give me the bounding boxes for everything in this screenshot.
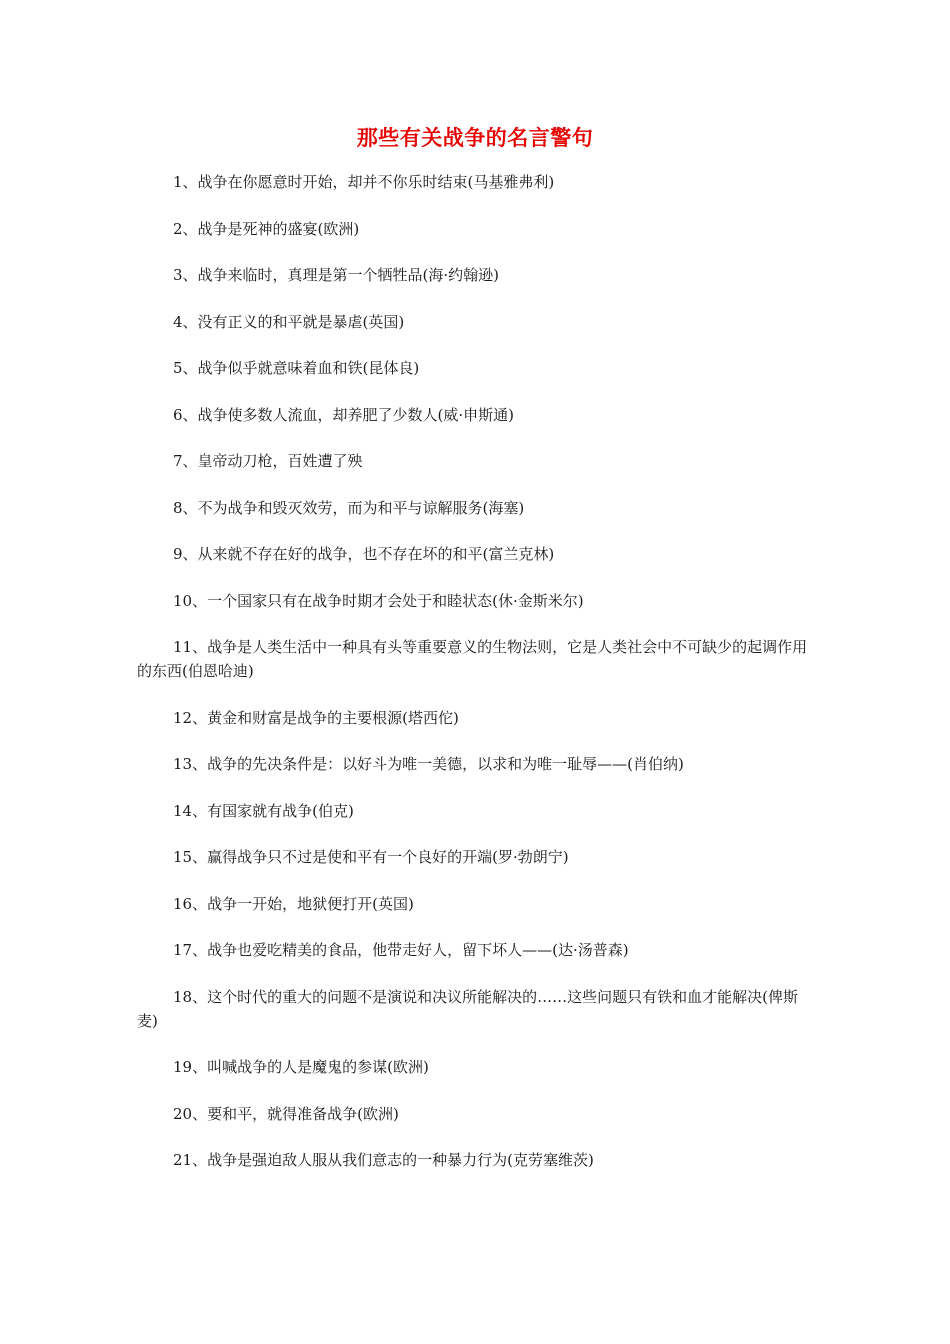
quote-item-7: 7、皇帝动刀枪，百姓遭了殃 xyxy=(173,452,363,470)
quote-item-10: 10、一个国家只有在战争时期才会处于和睦状态(休·金斯米尔) xyxy=(173,591,584,610)
quote-item-16: 16、战争一开始，地狱便打开(英国) xyxy=(173,894,414,913)
quote-item-19: 19、叫喊战争的人是魔鬼的参谋(欧洲) xyxy=(173,1058,429,1076)
quote-item-11: 11、战争是人类生活中一种具有头等重要意义的生物法则，它是人类社会中不可缺少的起调作用的东西(伯恩哈迪) xyxy=(137,638,808,680)
quote-item-21: 21、战争是强迫敌人服从我们意志的一种暴力行为(克劳塞维茨) xyxy=(173,1151,594,1169)
document-title: 那些有关战争的名言警句 xyxy=(356,126,594,150)
quote-item-4: 4、没有正义的和平就是暴虐(英国) xyxy=(173,312,405,331)
quote-item-20: 20、要和平，就得准备战争(欧洲) xyxy=(173,1104,399,1123)
quote-item-2: 2、战争是死神的盛宴(欧洲) xyxy=(173,219,360,238)
quote-item-12: 12、黄金和财富是战争的主要根源(塔西佗) xyxy=(173,708,459,727)
quote-list xyxy=(137,170,817,1195)
quote-item-3: 3、战争来临时，真理是第一个牺牲品(海·约翰逊) xyxy=(173,266,500,284)
quote-item-14: 14、有国家就有战争(伯克) xyxy=(173,801,354,820)
quote-item-15: 15、赢得战争只不过是使和平有一个良好的开端(罗·勃朗宁) xyxy=(173,848,569,866)
quote-item-8: 8、不为战争和毁灭效劳，而为和平与谅解服务(海塞) xyxy=(173,498,525,517)
quote-item-1: 1、战争在你愿意时开始，却并不你乐时结束(马基雅弗利) xyxy=(173,173,555,191)
quote-item-9: 9、从来就不存在好的战争，也不存在坏的和平(富兰克林) xyxy=(173,545,555,563)
quote-item-18: 18、这个时代的重大的问题不是演说和决议所能解决的……这些问题只有铁和血才能解决(俾斯麦) xyxy=(137,987,798,1030)
quote-item-5: 5、战争似乎就意味着血和铁(昆体良) xyxy=(173,359,420,377)
quote-item-17: 17、战争也爱吃精美的食品，他带走好人，留下坏人——(达·汤普森) xyxy=(173,941,629,959)
quote-item-6: 6、战争使多数人流血，却养肥了少数人(威·申斯通) xyxy=(173,405,515,424)
quote-item-13: 13、战争的先决条件是：以好斗为唯一美德，以求和为唯一耻辱——(肖伯纳) xyxy=(173,755,684,773)
